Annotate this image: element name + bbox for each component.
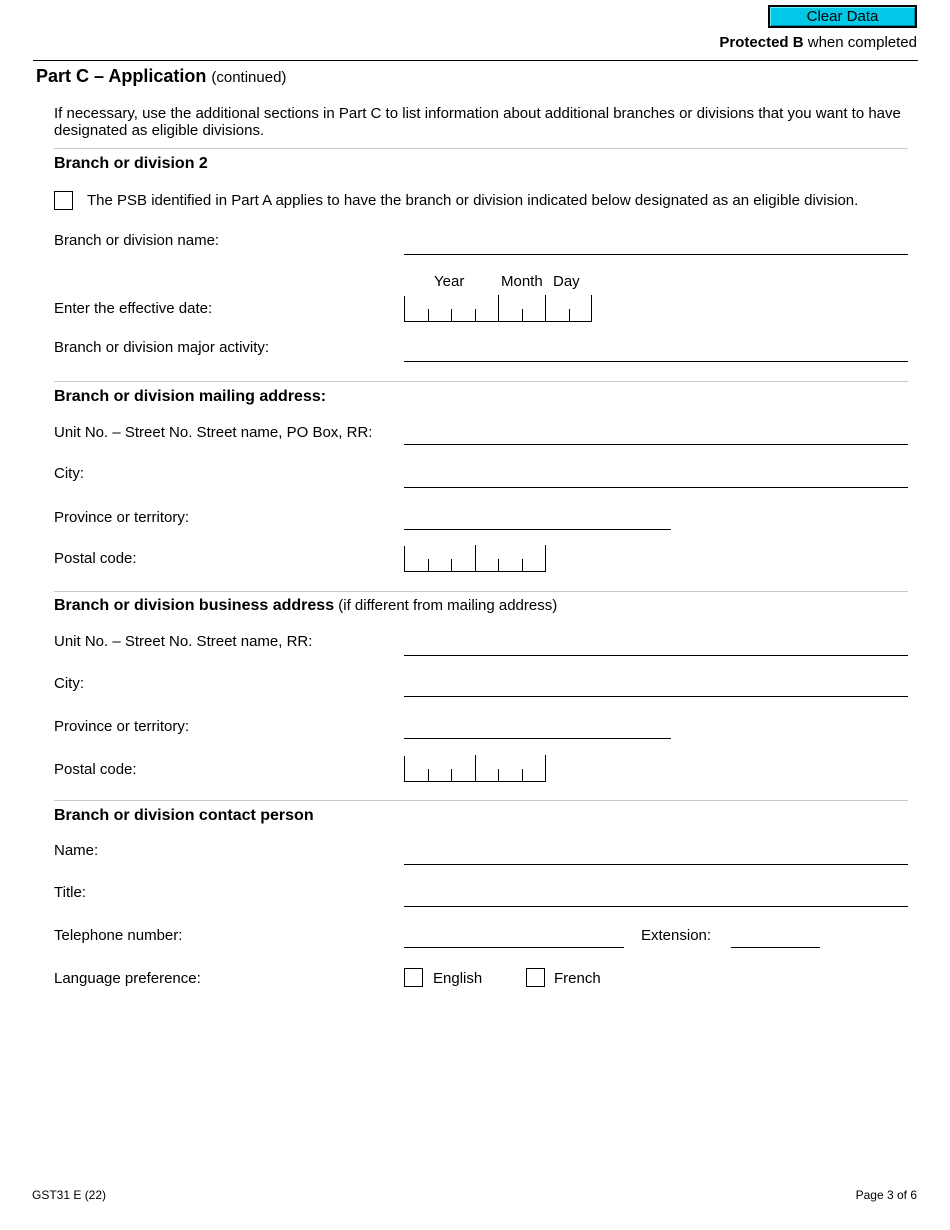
- comb-separator: [498, 295, 499, 321]
- english-label: English: [433, 970, 483, 987]
- header-divider: [33, 60, 918, 61]
- protected-notice: [719, 34, 917, 51]
- business-postal-label: Postal code:: [54, 761, 137, 778]
- mailing-city-field[interactable]: [404, 487, 908, 488]
- language-label: Language preference:: [54, 970, 201, 987]
- section-divider: [54, 800, 908, 801]
- mailing-province-label: Province or territory:: [54, 509, 190, 526]
- mailing-postal-label: Postal code:: [54, 550, 137, 567]
- section-divider: [54, 591, 908, 592]
- comb-tick: [522, 769, 523, 781]
- major-activity-label: Branch or division major activity:: [54, 339, 270, 356]
- comb-tick: [451, 769, 452, 781]
- section-divider: [54, 381, 908, 382]
- protected-bold: Protected B: [719, 34, 804, 51]
- branch-name-label: Branch or division name:: [54, 232, 220, 249]
- business-heading: [54, 597, 557, 615]
- mailing-street-field[interactable]: [404, 444, 908, 445]
- comb-tick: [522, 309, 523, 321]
- apply-statement: The PSB identified in Part A applies to have the branch or division indicated below designated as an eligible division.: [87, 192, 859, 209]
- business-street-field[interactable]: [404, 655, 908, 656]
- contact-name-label: Name:: [54, 842, 99, 859]
- business-heading-rest: (if different from mailing address): [334, 597, 558, 614]
- date-month-label: Month: [501, 273, 543, 290]
- mailing-heading: Branch or division mailing address:: [54, 388, 327, 405]
- french-checkbox[interactable]: [526, 968, 545, 987]
- comb-separator: [545, 545, 546, 571]
- part-title-text: Part C – Application: [36, 66, 207, 86]
- business-province-field[interactable]: [404, 738, 671, 739]
- comb-separator: [545, 295, 546, 321]
- section-divider: [54, 148, 908, 149]
- phone-field[interactable]: [404, 947, 624, 948]
- comb-tick: [498, 559, 499, 571]
- english-checkbox[interactable]: [404, 968, 423, 987]
- intro-text: If necessary, use the additional sections in Part C to list information about additional branches or divisions that you want to have designated as eligible divisions.: [54, 105, 901, 139]
- comb-tick: [569, 309, 570, 321]
- comb-separator: [475, 755, 476, 781]
- contact-title-label: Title:: [54, 884, 86, 901]
- major-activity-field[interactable]: [404, 361, 908, 362]
- extension-label: Extension:: [641, 927, 712, 944]
- mailing-city-label: City:: [54, 465, 84, 482]
- business-street-label: Unit No. – Street No. Street name, RR:: [54, 633, 313, 650]
- form-id: GST31 E (22): [32, 1188, 107, 1202]
- business-city-label: City:: [54, 675, 84, 692]
- mailing-province-field[interactable]: [404, 529, 671, 530]
- date-year-label: Year: [434, 273, 465, 290]
- effective-date-label: Enter the effective date:: [54, 300, 213, 317]
- contact-heading: Branch or division contact person: [54, 807, 314, 824]
- comb-tick: [428, 769, 429, 781]
- comb-separator: [591, 295, 592, 321]
- mailing-street-label: Unit No. – Street No. Street name, PO Box, RR:: [54, 424, 373, 441]
- contact-name-field[interactable]: [404, 864, 908, 865]
- contact-title-field[interactable]: [404, 906, 908, 907]
- branch-name-field[interactable]: [404, 254, 908, 255]
- extension-field[interactable]: [731, 947, 820, 948]
- effective-date-field[interactable]: [404, 296, 592, 322]
- comb-tick: [451, 559, 452, 571]
- comb-tick: [522, 559, 523, 571]
- date-day-label: Day: [553, 273, 580, 290]
- comb-tick: [475, 309, 476, 321]
- page-title: [36, 66, 286, 87]
- business-city-field[interactable]: [404, 696, 908, 697]
- business-postal-field[interactable]: [404, 756, 546, 782]
- comb-separator: [475, 545, 476, 571]
- comb-tick: [451, 309, 452, 321]
- comb-separator: [545, 755, 546, 781]
- french-label: French: [554, 970, 601, 987]
- apply-checkbox[interactable]: [54, 191, 73, 210]
- business-province-label: Province or territory:: [54, 718, 190, 735]
- phone-label: Telephone number:: [54, 927, 183, 944]
- protected-rest: when completed: [803, 34, 917, 51]
- mailing-postal-field[interactable]: [404, 546, 546, 572]
- comb-tick: [498, 769, 499, 781]
- comb-tick: [428, 559, 429, 571]
- part-continued: (continued): [211, 69, 287, 86]
- comb-tick: [428, 309, 429, 321]
- clear-data-button[interactable]: Clear Data: [768, 5, 917, 28]
- branch-heading: Branch or division 2: [54, 155, 208, 172]
- page-number: Page 3 of 6: [855, 1188, 917, 1202]
- business-heading-bold: Branch or division business address: [54, 597, 335, 614]
